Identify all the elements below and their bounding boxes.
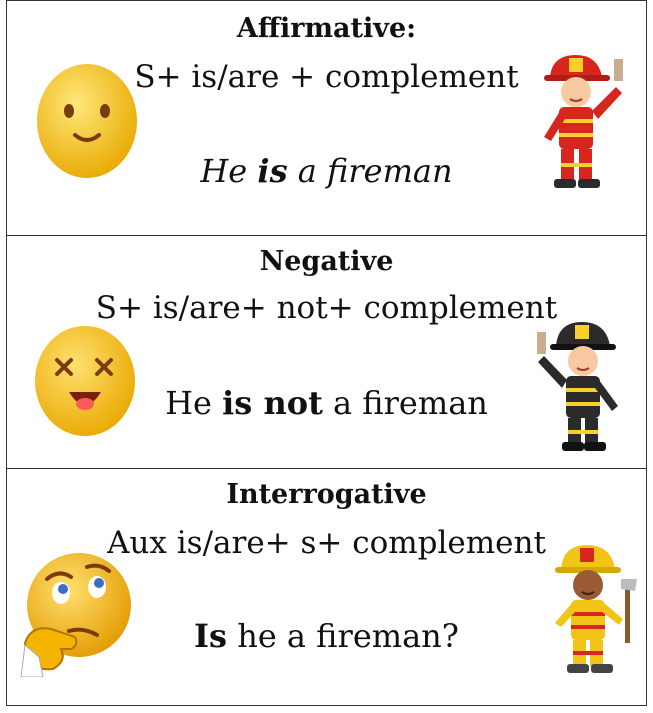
dizzy-emoji-icon [33,324,137,438]
interrogative-row [7,468,646,704]
negative-title: Negative [259,246,394,277]
fireman-yellow-icon [543,539,643,679]
affirmative-example: He is a fireman [200,152,453,190]
interrogative-example: Is he a fireman? [194,617,459,655]
negative-row [7,235,646,468]
affirmative-row [7,1,646,235]
smiling-emoji-icon [33,61,141,181]
fireman-black-icon [532,316,632,456]
grammar-table [6,0,647,706]
negative-example: He is not a fireman [165,384,488,422]
affirmative-rule: S+ is/are + complement [134,59,519,95]
affirmative-title: Affirmative: [236,13,417,44]
interrogative-title: Interrogative [226,479,427,510]
interrogative-rule: Aux is/are+ s+ complement [107,525,546,561]
thinking-emoji-icon [17,545,137,677]
fireman-red-icon [532,49,632,194]
negative-rule: S+ is/are+ not+ complement [95,290,558,326]
